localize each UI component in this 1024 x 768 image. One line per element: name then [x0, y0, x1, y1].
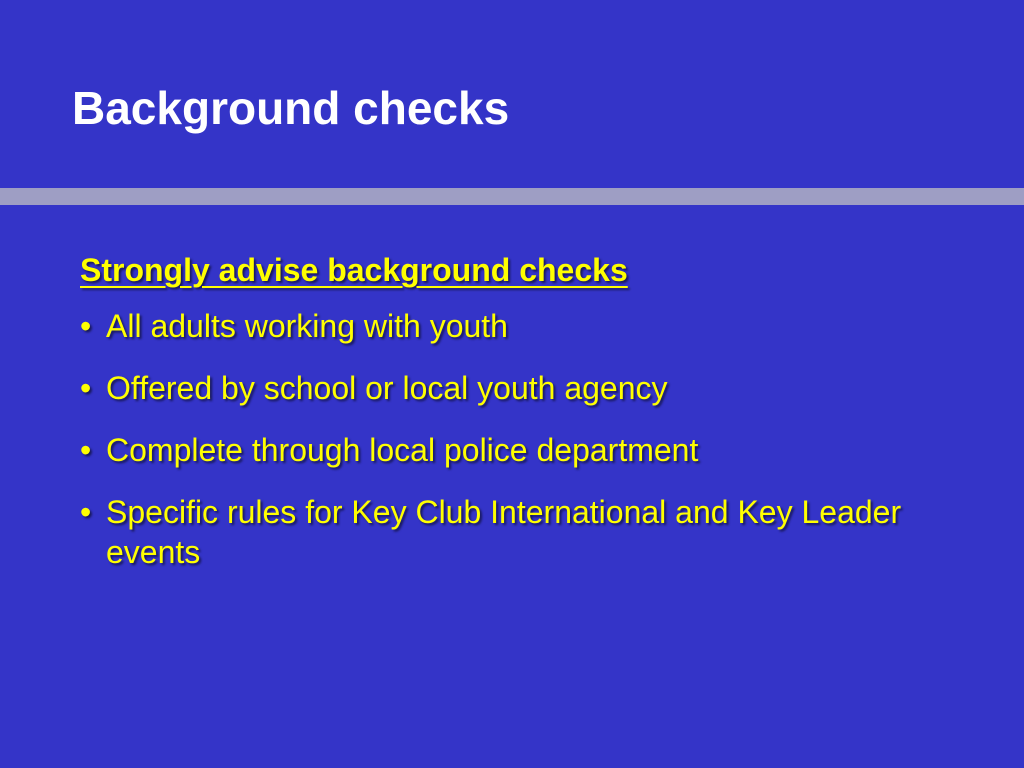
- bullet-text: Offered by school or local youth agency: [106, 370, 668, 406]
- bullet-icon: •: [80, 432, 92, 468]
- bullet-icon: •: [80, 370, 92, 406]
- bullet-item: [80, 492, 920, 572]
- bullet-text: Specific rules for Key Club International and Key Leader events: [106, 494, 902, 570]
- bullet-text: All adults working with youth: [106, 308, 508, 344]
- slide-content: [80, 244, 920, 594]
- bullet-item: [80, 430, 920, 470]
- bullet-icon: •: [80, 494, 92, 530]
- bullet-text: Complete through local police department: [106, 432, 699, 468]
- bullet-list: [80, 306, 920, 572]
- subheading: Strongly advise background checks: [80, 252, 628, 288]
- title-divider: [0, 188, 1024, 205]
- slide-title: Background checks: [72, 82, 510, 134]
- bullet-icon: •: [80, 308, 92, 344]
- bullet-item: [80, 306, 920, 346]
- bullet-item: [80, 368, 920, 408]
